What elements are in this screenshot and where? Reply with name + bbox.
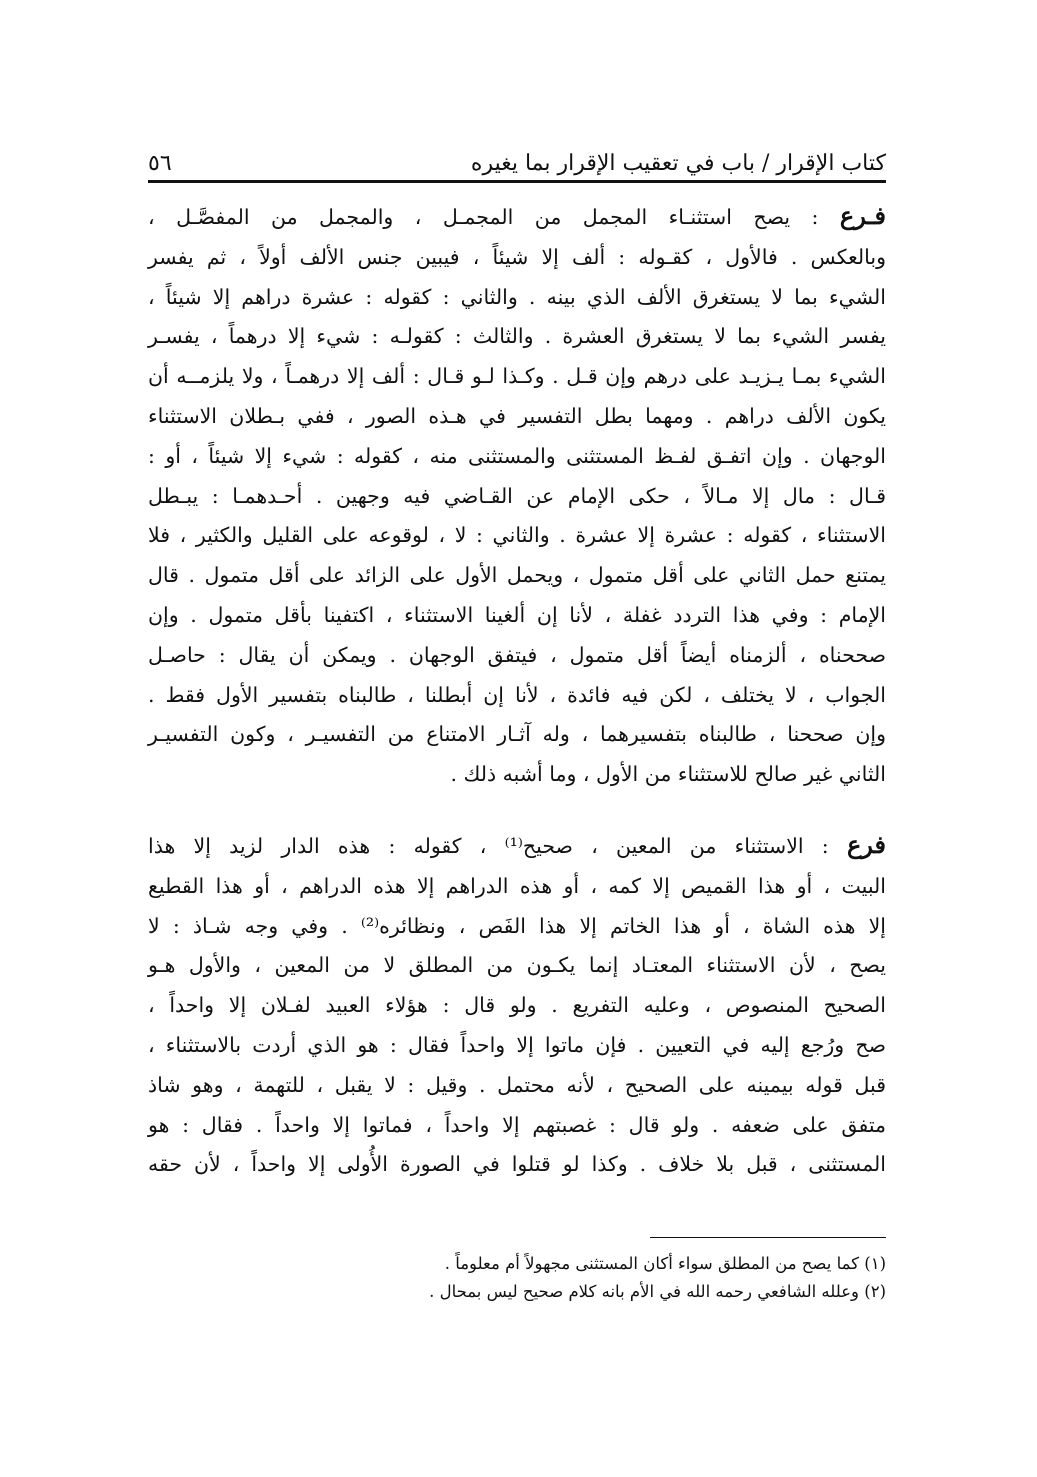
footnote-rule	[650, 1237, 886, 1238]
page-header	[148, 140, 886, 176]
text-line: الاستثناء ، كقوله : عشرة إلا عشرة . والثاني : لا ، لوقوعه على القليل والكثير ، فلا	[148, 523, 886, 548]
footnote-2: (٢) وعلله الشافعي رحمه الله في الأم بانه كلام صحيح ليس بمحال .	[429, 1282, 886, 1301]
text-line: المستثنى ، قبل بلا خلاف . وكذا لو قتلوا في الصورة الأُولى إلا واحداً ، لأن حقه	[148, 1152, 886, 1177]
text-line: إلا هذه الشاة ، أو هذا الخاتم إلا هذا الفَص ، ونظائره⁽²⁾ . وفي وجه شـاذ : لا	[148, 913, 886, 938]
header-title: كتاب الإقرار / باب في تعقيب الإقرار بما يغيره	[470, 151, 886, 176]
text-line: وبالعكس . فالأول ، كقـوله : ألف إلا شيئاً ، فيبين جنس الألف أولاً ، ثم يفسر	[148, 244, 886, 269]
text-line: صح ورُجع إليه في التعيين . فإن ماتوا إلا واحداً فقال : هو الذي أردت بالاستثناء ،	[148, 1032, 886, 1057]
text-line: صححناه ، ألزمناه أيضاً أقل متمول ، فيتفق الوجهان . ويمكن أن يقال : حاصـل	[148, 642, 886, 667]
text-line: فرع : الاستثناء من المعين ، صحيح⁽¹⁾ ، كقوله : هذه الدار لزيد إلا هذا	[148, 829, 886, 859]
text-line: فـرع : يصح استثنـاء المجمل من المجمـل ، والمجمل من المفصَّـل ،	[148, 201, 886, 230]
text-line: يفسر الشيء بما لا يستغرق العشرة . والثالث : كقولـه : شيء إلا درهماً ، يفسـر	[148, 324, 886, 349]
text-line: يكون الألف دراهم . ومهما بطل التفسير في هـذه الصور ، ففي بـطلان الاستثناء	[148, 403, 886, 428]
text-line: قبل قوله بيمينه على الصحيح ، لأنه محتمل . وقيل : لا يقبل ، للتهمة ، وهو شاذ	[148, 1072, 886, 1097]
text-line: البيت ، أو هذا القميص إلا كمه ، أو هذه الدراهم إلا هذه الدراهم ، أو هذا القطيع	[148, 873, 886, 898]
text-line: قـال : مال إلا مـالاً ، حكى الإمام عن القـاضي فيه وجهين . أحـدهمـا : يبـطل	[148, 483, 886, 508]
text-line: الوجهان . وإن اتفـق لفـظ المستثنى والمستثنى منه ، كقوله : شيء إلا شيئاً ، أو :	[148, 443, 886, 468]
text-line: الشيء بمـا يـزيـد على درهم وإن قـل . وكـذا لـو قـال : ألف إلا درهمـاً ، ولا يلزمــه أن	[148, 364, 886, 389]
text-line: الثاني غير صالح للاستثناء من الأول ، وما أشبه ذلك .	[450, 762, 886, 787]
text-line: الجواب ، لا يختلف ، لكن فيه فائدة ، لأنا إن أبطلنا ، طالبناه بتفسير الأول فقط .	[148, 682, 886, 707]
main-text	[148, 196, 886, 1185]
text-line: يمتنع حمل الثاني على أقل متمول ، ويحمل الأول على الزائد على أقل متمول . قال	[148, 563, 886, 588]
header-rule	[148, 180, 886, 183]
page-number: ٥٦	[148, 151, 172, 176]
text-line: يصح ، لأن الاستثناء المعتـاد إنما يكـون من المطلق لا من المعين ، والأول هـو	[148, 953, 886, 978]
footnote-1: (١) كما يصح من المطلق سواء أكان المستثنى مجهولاً أم معلوماً .	[444, 1254, 886, 1273]
text-line: الإمام : وفي هذا التردد غفلة ، لأنا إن ألغينا الاستثناء ، اكتفينا بأقل متمول . وإن	[148, 602, 886, 627]
text-line: وإن صححنا ، طالبناه بتفسيرهما ، وله آثـار الامتناع من التفسيـر ، وكون التفسيـر	[148, 722, 886, 747]
text-line: الشيء بما لا يستغرق الألف الذي بينه . والثاني : كقوله : عشرة دراهم إلا شيئاً ،	[148, 284, 886, 309]
paragraph-1	[148, 196, 886, 795]
paragraph-2	[148, 825, 886, 1185]
text-line: الصحيح المنصوص ، وعليه التفريع . ولو قال : هؤلاء العبيد لفـلان إلا واحداً ،	[148, 993, 886, 1018]
section-lead: فـرع	[839, 201, 886, 230]
section-lead: فرع	[846, 829, 886, 859]
text-line: متفق على ضعفه . ولو قال : غصبتهم إلا واحداً ، فماتوا إلا واحداً . فقال : هو	[148, 1112, 886, 1137]
footnotes	[148, 1250, 886, 1306]
